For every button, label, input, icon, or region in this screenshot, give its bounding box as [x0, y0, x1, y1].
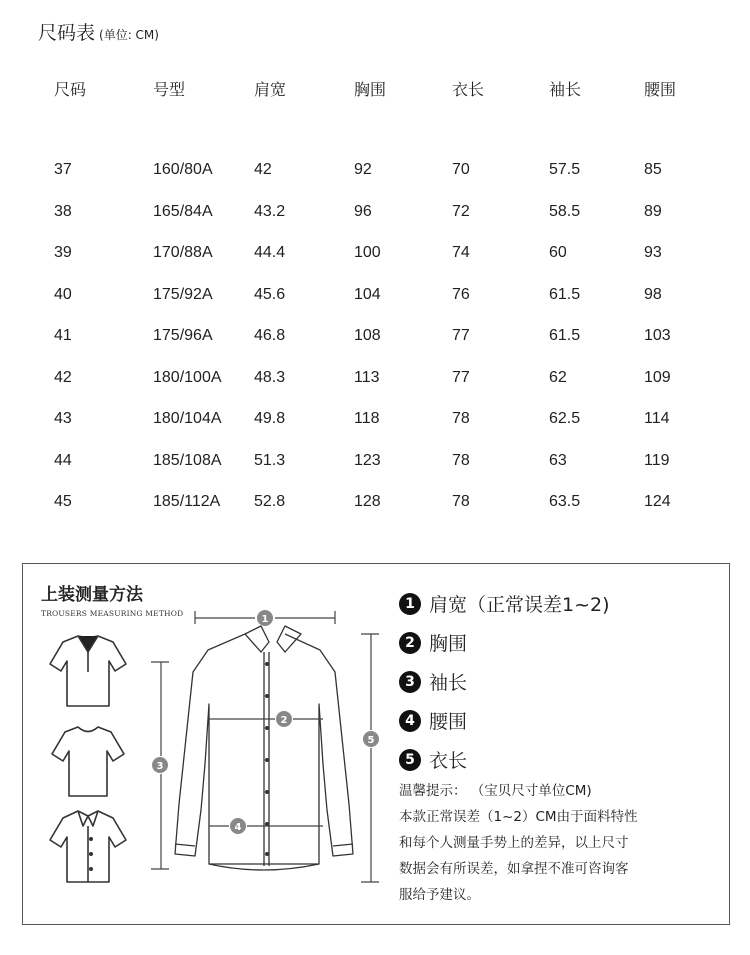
- table-row: [40, 357, 714, 399]
- size-table: [40, 68, 714, 523]
- table-cell: 45.6: [254, 285, 286, 303]
- table-cell: 92: [354, 161, 372, 179]
- table-cell: 85: [644, 161, 662, 179]
- measure-subtitle: TROUSERS MEASURING METHOD: [41, 609, 184, 618]
- table-row: [40, 233, 714, 275]
- measure-title: 上装测量方法: [41, 585, 143, 605]
- legend-label: 胸围: [429, 633, 468, 655]
- header-chest: 胸围: [354, 81, 387, 99]
- table-row: [40, 482, 714, 524]
- table-cell: 60: [549, 244, 567, 262]
- legend-label: 腰围: [429, 711, 468, 733]
- table-cell: 61.5: [549, 285, 581, 303]
- table-cell: 78: [452, 410, 470, 428]
- tip-line: 温馨提示： （宝贝尺寸单位CM): [399, 783, 592, 799]
- tip-line: 本款正常误差（1~2）CM由于面料特性: [399, 809, 638, 825]
- table-cell: 124: [644, 493, 671, 511]
- table-row: [40, 150, 714, 192]
- header-shoulder: 肩宽: [254, 81, 287, 99]
- table-cell: 128: [354, 493, 381, 511]
- table-cell: 180/100A: [153, 368, 222, 386]
- table-cell: 76: [452, 285, 470, 303]
- table-cell: 98: [644, 285, 662, 303]
- table-cell: 185/112A: [153, 493, 221, 511]
- tips-text: [399, 778, 699, 908]
- table-cell: 49.8: [254, 410, 286, 428]
- header-waist: 腰围: [644, 81, 677, 99]
- table-cell: 108: [354, 327, 381, 345]
- table-cell: 38: [54, 202, 72, 220]
- legend-number: 1: [399, 593, 421, 615]
- long-sleeve-shirt-icon: [175, 626, 353, 870]
- table-cell: 44: [54, 451, 72, 469]
- table-cell: 100: [354, 244, 381, 262]
- table-cell: 39: [54, 244, 72, 262]
- table-cell: 57.5: [549, 161, 581, 179]
- legend-label: 衣长: [429, 750, 468, 772]
- table-cell: 123: [354, 451, 381, 469]
- table-cell: 77: [452, 327, 470, 345]
- tip-line: 服给予建议。: [399, 887, 480, 903]
- page-title: [38, 18, 159, 45]
- table-header-row: [40, 68, 714, 108]
- table-cell: 45: [54, 493, 72, 511]
- table-cell: 180/104A: [153, 410, 222, 428]
- marker-1: 1: [261, 614, 269, 625]
- table-cell: 119: [644, 451, 670, 469]
- measuring-method-panel: [22, 563, 730, 925]
- table-cell: 63.5: [549, 493, 581, 511]
- tshirt-icon: [52, 727, 124, 796]
- legend-number: 3: [399, 671, 421, 693]
- legend-label: 肩宽（正常误差1~2): [429, 594, 610, 616]
- table-cell: 165/84A: [153, 202, 213, 220]
- table-cell: 52.8: [254, 493, 286, 511]
- header-sleeve: 袖长: [549, 81, 582, 99]
- table-cell: 48.3: [254, 368, 286, 386]
- marker-2: 2: [280, 715, 288, 726]
- table-cell: 104: [354, 285, 381, 303]
- table-cell: 51.3: [254, 451, 286, 469]
- header-model: 号型: [153, 81, 186, 99]
- table-row: [40, 274, 714, 316]
- table-cell: 43.2: [254, 202, 286, 220]
- table-cell: 118: [354, 410, 380, 428]
- table-cell: 78: [452, 451, 470, 469]
- legend-number: 4: [399, 710, 421, 732]
- table-cell: 72: [452, 202, 470, 220]
- table-cell: 96: [354, 202, 372, 220]
- legend-number: 2: [399, 632, 421, 654]
- table-cell: 58.5: [549, 202, 581, 220]
- table-cell: 62.5: [549, 410, 581, 428]
- header-length: 衣长: [452, 81, 485, 99]
- table-row: [40, 191, 714, 233]
- tip-line: 数据会有所误差，如拿捏不准可咨询客: [399, 861, 629, 877]
- measure-legend: [399, 584, 610, 779]
- table-cell: 70: [452, 161, 470, 179]
- table-cell: 63: [549, 451, 567, 469]
- table-cell: 62: [549, 368, 567, 386]
- table-cell: 93: [644, 244, 662, 262]
- table-cell: 44.4: [254, 244, 286, 262]
- title-text: 尺码表: [38, 22, 96, 44]
- table-cell: 74: [452, 244, 470, 262]
- table-cell: 37: [54, 161, 72, 179]
- table-cell: 160/80A: [153, 161, 213, 179]
- table-cell: 43: [54, 410, 72, 428]
- table-row: [40, 440, 714, 482]
- table-cell: 42: [254, 161, 272, 179]
- tip-line: 和每个人测量手势上的差异，以上尺寸: [399, 835, 629, 851]
- table-cell: 41: [54, 327, 72, 345]
- table-cell: 61.5: [549, 327, 581, 345]
- polo-shirt-icon: [50, 636, 126, 706]
- legend-item-length: [399, 740, 610, 779]
- table-cell: 109: [644, 368, 671, 386]
- table-cell: 185/108A: [153, 451, 222, 469]
- table-cell: 77: [452, 368, 470, 386]
- table-row: [40, 399, 714, 441]
- legend-item-chest: [399, 623, 610, 662]
- table-cell: 40: [54, 285, 72, 303]
- marker-5: 5: [367, 735, 375, 746]
- legend-item-shoulder: [399, 584, 610, 623]
- measure-markers: [152, 610, 379, 834]
- marker-4: 4: [234, 822, 242, 833]
- table-cell: 42: [54, 368, 72, 386]
- table-cell: 114: [644, 410, 670, 428]
- table-cell: 46.8: [254, 327, 286, 345]
- header-size: 尺码: [54, 81, 87, 99]
- table-cell: 170/88A: [153, 244, 213, 262]
- legend-number: 5: [399, 749, 421, 771]
- table-cell: 89: [644, 202, 662, 220]
- marker-3: 3: [156, 761, 164, 772]
- table-cell: 78: [452, 493, 470, 511]
- unit-label: (单位: CM): [99, 28, 159, 42]
- table-cell: 175/92A: [153, 285, 213, 303]
- table-cell: 175/96A: [153, 327, 213, 345]
- table-row: [40, 316, 714, 358]
- table-cell: 113: [354, 368, 380, 386]
- table-cell: 103: [644, 327, 671, 345]
- legend-label: 袖长: [429, 672, 468, 694]
- legend-item-sleeve: [399, 662, 610, 701]
- legend-item-waist: [399, 701, 610, 740]
- button-shirt-icon: [50, 811, 126, 882]
